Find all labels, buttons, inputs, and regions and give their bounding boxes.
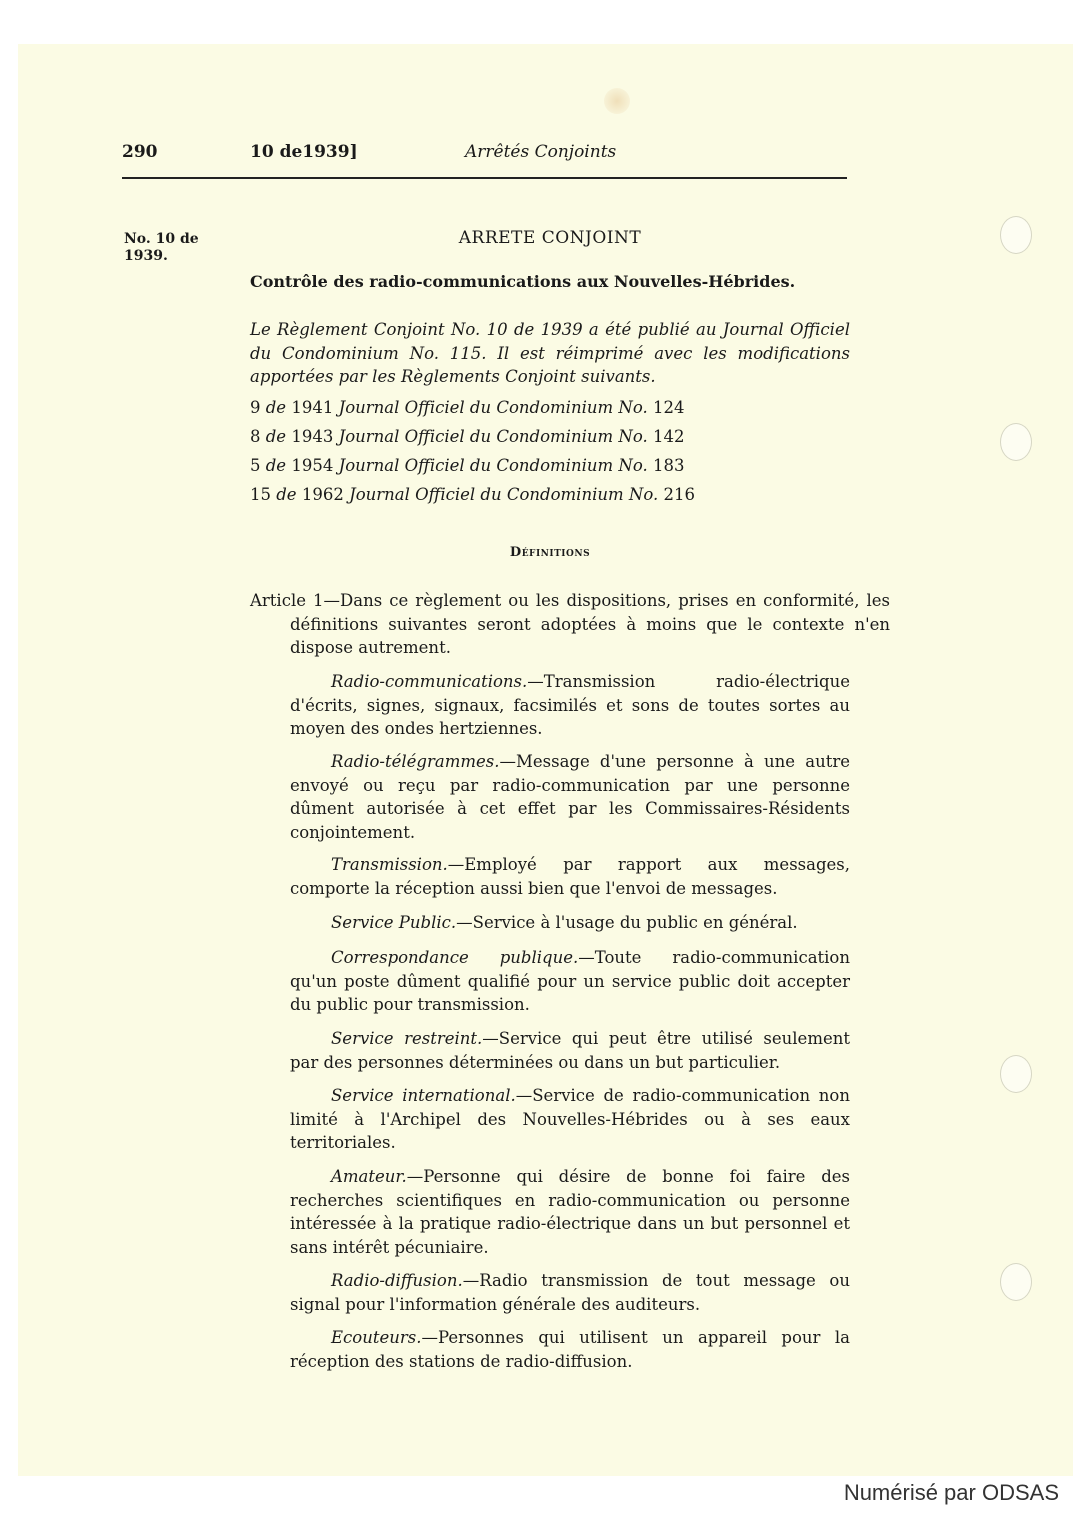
amendment-list (250, 393, 850, 509)
stain-mark (604, 88, 630, 114)
definition-correspondance-publique: Correspondance publique.—Toute radio-communication qu'un poste dûment qualifié pour un service public doit accepter du public pour transmission. (290, 948, 850, 1014)
margin-note-line: 1939. (124, 248, 168, 264)
amendment-item: 15 de 1962 Journal Officiel du Condominium No. 216 (250, 485, 695, 504)
header-reference: 10 de1939] (250, 142, 358, 162)
definition-service-restreint: Service restreint.—Service qui peut être utilisé seulement par des personnes déterminées ou dans un but particulier. (290, 1029, 850, 1072)
definition-radio-communications: Radio-communications.—Transmission radio-électrique d'écrits, signes, signaux, facsimilés et sons de toutes sortes au moyen des ondes hertziennes. (290, 672, 850, 738)
definition-amateur: Amateur.—Personne qui désire de bonne foi faire des recherches scientifiques en radio-communication ou personne intéressée à la pratique radio-électrique dans un but personnel et sans intérêt pécuniaire. (290, 1167, 850, 1257)
definition-transmission: Transmission.—Employé par rapport aux messages, comporte la réception aussi bien que l'envoi de messages. (290, 855, 850, 898)
punch-hole-2 (1000, 423, 1032, 461)
margin-note (124, 231, 199, 265)
header-section-title: Arrêtés Conjoints (465, 142, 617, 162)
definition-service-public: Service Public.—Service à l'usage du public en général. (331, 913, 798, 932)
punch-hole-1 (1000, 216, 1032, 254)
page-number: 290 (122, 142, 158, 162)
punch-hole-4 (1000, 1263, 1032, 1301)
amendment-item: 5 de 1954 Journal Officiel du Condominium No. 183 (250, 456, 685, 475)
punch-hole-3 (1000, 1055, 1032, 1093)
margin-note-line: No. 10 de (124, 231, 199, 247)
definition-radio-diffusion: Radio-diffusion.—Radio transmission de tout message ou signal pour l'information générale des auditeurs. (290, 1271, 850, 1314)
document-subtitle: Contrôle des radio-communications aux Nouvelles-Hébrides. (250, 272, 796, 291)
definition-radio-telegrammes: Radio-télégrammes.—Message d'une personne à une autre envoyé ou reçu par radio-communication par une personne dûment autorisée à cet effet par les Commissaires-Résidents conjointement. (290, 752, 850, 842)
article-1: Article 1—Dans ce règlement ou les dispositions, prises en conformité, les définitions suivantes seront adoptées à moins que le contexte n'en dispose autrement. (250, 591, 890, 657)
intro-paragraph: Le Règlement Conjoint No. 10 de 1939 a été publié au Journal Officiel du Condominium No. 115. Il est réimprimé avec les modifications apportées par les Règlements Conjoint suivants. (250, 320, 850, 386)
amendment-item: 9 de 1941 Journal Officiel du Condominium No. 124 (250, 398, 685, 417)
definitions-heading: Définitions (509, 545, 591, 560)
document-title: ARRETE CONJOINT (458, 228, 642, 248)
amendment-item: 8 de 1943 Journal Officiel du Condominium No. 142 (250, 427, 685, 446)
header-rule (122, 177, 847, 179)
digitization-credit: Numérisé par ODSAS (843, 1480, 1059, 1505)
definition-service-international: Service international.—Service de radio-communication non limité à l'Archipel des Nouvelles-Hébrides ou à ses eaux territoriales. (290, 1086, 850, 1152)
definition-ecouteurs: Ecouteurs.—Personnes qui utilisent un appareil pour la réception des stations de radio-diffusion. (290, 1328, 850, 1371)
